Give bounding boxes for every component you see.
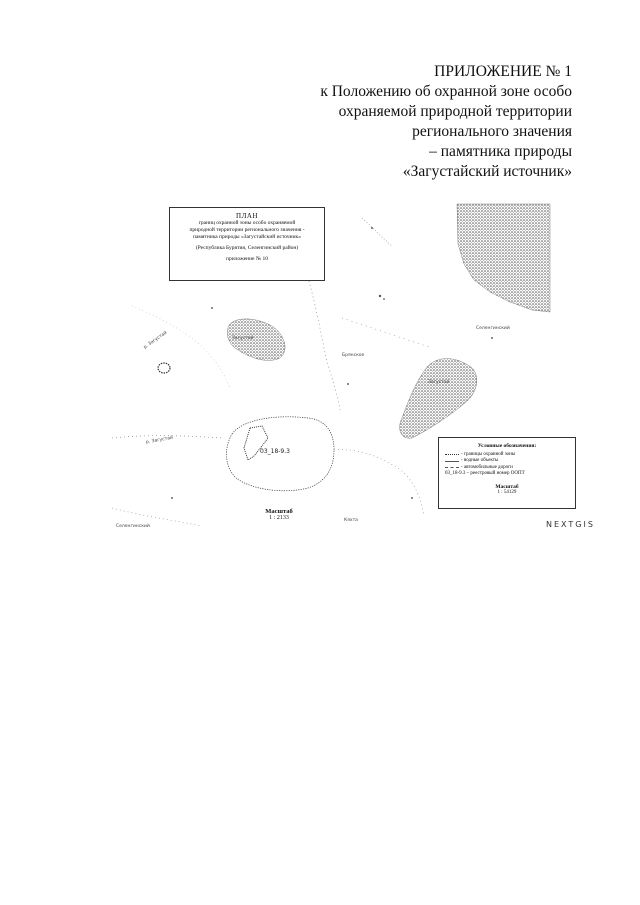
map-point <box>411 497 413 499</box>
map-point <box>371 227 373 229</box>
plan-line: природной территории регионального значения - <box>189 227 305 233</box>
map-figure <box>112 198 595 536</box>
legend-text: - водные объекты <box>461 458 499 463</box>
water-object <box>158 363 170 373</box>
legend-box <box>438 437 576 509</box>
map-point <box>171 497 173 499</box>
forest-area-topright <box>457 204 550 312</box>
plan-appendix: приложение № 10 <box>226 256 268 262</box>
map-point <box>347 383 349 385</box>
road-line <box>342 318 432 348</box>
place-label: Селенгинский <box>116 524 150 529</box>
dashed-line-icon <box>445 467 459 468</box>
plan-title: ПЛАН <box>236 212 258 220</box>
map-point <box>383 298 385 300</box>
solid-line-icon <box>445 461 459 462</box>
map-scale <box>254 508 304 522</box>
place-label: Кяхта <box>344 518 358 523</box>
legend-title: Условные обозначения: <box>477 443 537 449</box>
header-line: ПРИЛОЖЕНИЕ № 1 <box>434 63 572 80</box>
plan-line: памятника природы «Загустайский источник» <box>193 234 301 240</box>
legend-text: - автомобильные дороги <box>461 464 513 470</box>
header-line: охраняемой природной территории <box>338 103 572 120</box>
header-line: – памятника природы <box>429 143 572 160</box>
scale-label: Масштаб <box>265 508 293 515</box>
legend-scale-label: Масштаб <box>495 483 519 490</box>
dotted-line-icon <box>445 454 459 455</box>
map-point <box>211 307 213 309</box>
legend-item <box>445 471 569 478</box>
place-label: Брянское <box>342 353 365 358</box>
header-line: «Загустайский источник» <box>402 163 572 180</box>
legend-text: - границы охранной зоны <box>461 451 516 457</box>
place-label: р. Загустай <box>145 435 174 446</box>
place-label: р. Загустай <box>143 330 169 351</box>
place-label: Селенгинский <box>476 326 510 331</box>
river-line <box>362 218 392 246</box>
nextgis-logo: NEXTGIS <box>546 520 595 529</box>
appendix-header <box>232 62 572 182</box>
map-point <box>379 295 381 297</box>
plan-line: границ охранной зоны особо охраняемой <box>198 220 296 226</box>
plan-region: (Республика Бурятия, Селенгинский район) <box>195 245 299 251</box>
legend-scale <box>445 484 569 497</box>
scale-value: 1 : 2133 <box>269 515 289 521</box>
plan-title-box <box>169 207 325 281</box>
header-line: регионального значения <box>412 123 572 140</box>
map-point <box>491 337 493 339</box>
road-line <box>334 450 424 516</box>
place-label: Загустай <box>232 336 254 341</box>
legend-text: 03_18-9.3 – реестровый номер ООПТ <box>445 471 525 476</box>
zone-registry-number: 03_18-9.3 <box>260 448 290 455</box>
forest-area-right <box>400 359 477 439</box>
header-line: к Положению об охранной зоне особо <box>320 83 572 100</box>
place-label: Загустай <box>428 380 450 385</box>
legend-scale-value: 1 : 54129 <box>497 490 517 495</box>
